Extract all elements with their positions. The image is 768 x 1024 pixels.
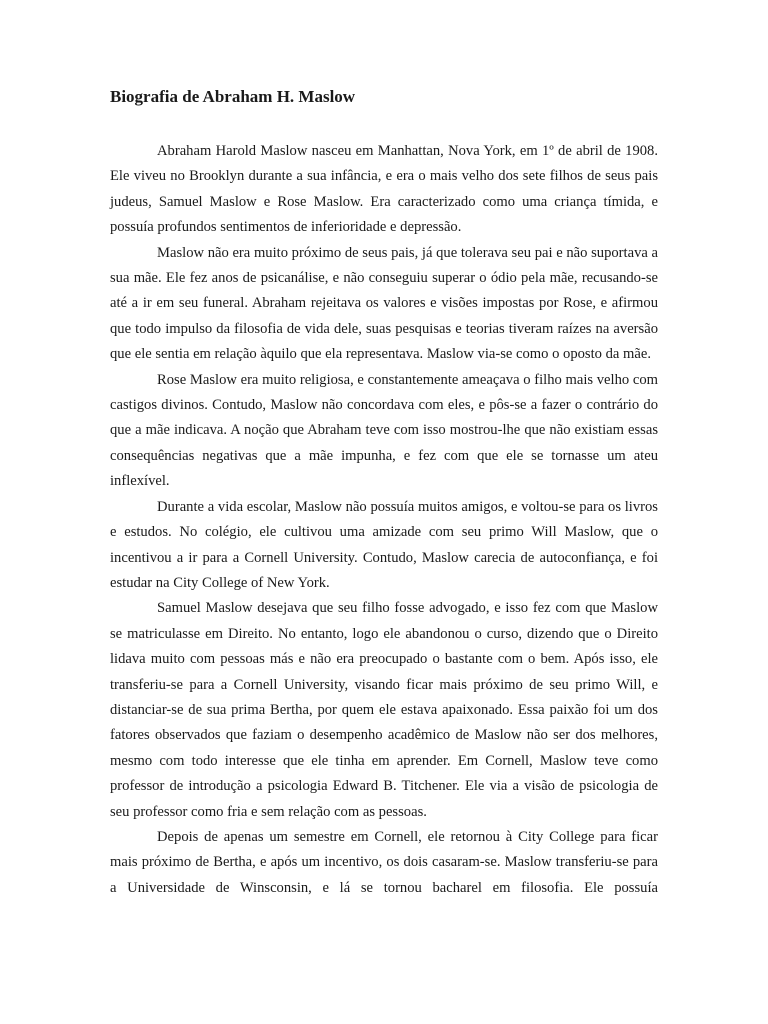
document-body	[110, 139, 658, 901]
paragraph: Rose Maslow era muito religiosa, e constantemente ameaçava o filho mais velho com castigos divinos. Contudo, Maslow não concordava com eles, e pôs-se a fazer o contrário do que a mãe indicava. A noção que Abraham teve com isso mostrou-lhe que não existiam essas consequências negativas que a mãe impunha, e fez com que ele se tornasse um ateu inflexível.	[110, 371, 658, 490]
paragraph: Durante a vida escolar, Maslow não possuía muitos amigos, e voltou-se para os livros e estudos. No colégio, ele cultivou uma amizade com seu primo Will Maslow, que o incentivou a ir para a Cornell University. Contudo, Maslow carecia de autoconfiança, e foi estudar na City College of New York.	[110, 498, 658, 591]
document-title: Biografia de Abraham H. Maslow	[110, 87, 356, 106]
paragraph: Depois de apenas um semestre em Cornell, ele retornou à City College para ficar mais próximo de Bertha, e após um incentivo, os dois casaram-se. Maslow transferiu-se para a Universidade de Winsconsin, e lá se tornou bacharel em filosofia. Ele possuía	[110, 828, 658, 896]
paragraph: Samuel Maslow desejava que seu filho fosse advogado, e isso fez com que Maslow se matriculasse em Direito. No entanto, logo ele abandonou o curso, dizendo que o Direito lidava muito com pessoas más e não era preocupado o bastante com o bem. Após isso, ele transferiu-se para a Cornell University, visando ficar mais próximo de seu primo Will, e distanciar-se de sua prima Bertha, por quem ele estava apaixonado. Essa paixão foi um dos fatores observados que faziam o desempenho acadêmico de Maslow não ser dos melhores, mesmo com todo interesse que ele tinha em aprender. Em Cornell, Maslow teve como professor de introdução a psicologia Edward B. Titchener. Ele via a visão de psicologia de seu professor como fria e sem relação com as pessoas.	[110, 600, 658, 820]
paragraph: Maslow não era muito próximo de seus pais, já que tolerava seu pai e não suportava a sua mãe. Ele fez anos de psicanálise, e não conseguiu superar o ódio pela mãe, recusando-se até a ir em seu funeral. Abraham rejeitava os valores e visões impostas por Rose, e afirmou que todo impulso da filosofia de vida dele, suas pesquisas e teorias tiveram raízes na aversão que ele sentia em relação àquilo que ela representava. Maslow via-se como o oposto da mãe.	[110, 244, 658, 363]
paragraph: Abraham Harold Maslow nasceu em Manhattan, Nova York, em 1º de abril de 1908. Ele viveu no Brooklyn durante a sua infância, e era o mais velho dos sete filhos de seus pais judeus, Samuel Maslow e Rose Maslow. Era caracterizado como uma criança tímida, e possuía profundos sentimentos de inferioridade e depressão.	[110, 143, 658, 236]
